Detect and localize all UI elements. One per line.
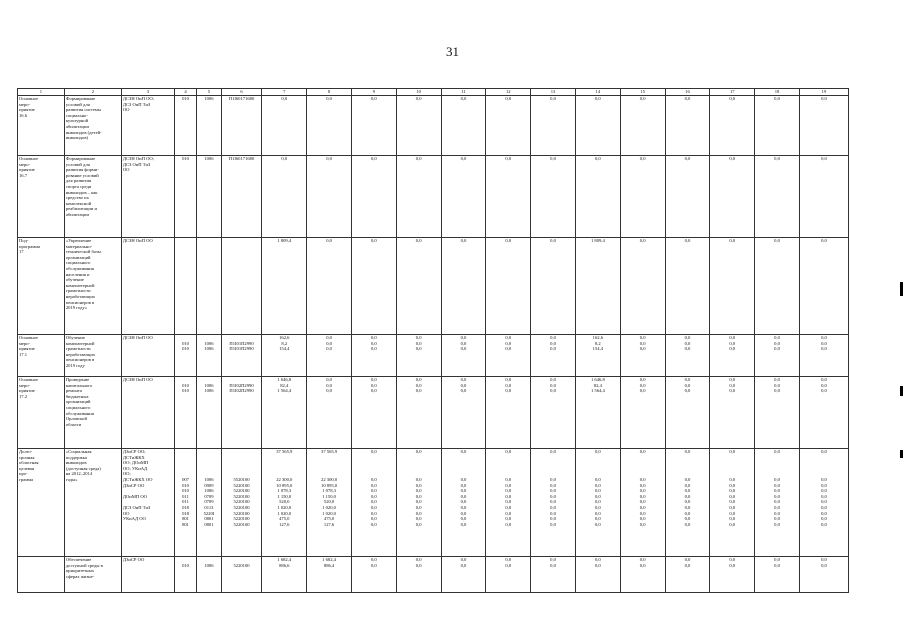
header-cell: 17	[710, 89, 755, 96]
table-cell: 1006	[197, 557, 221, 593]
header-row	[18, 89, 849, 96]
table-cell: 0,0 0,0 0,0 0,0 0,0 0,0 0,0 0,0 0,0 0,0	[620, 449, 665, 557]
header-cell: 4	[174, 89, 196, 96]
table-cell: 0,0	[575, 156, 620, 238]
table-cell: 0,0 0,0	[441, 557, 486, 593]
table-cell: 0,0 0,0 0,0	[799, 377, 848, 449]
table-cell: 0,0 0,0 0,0	[755, 377, 800, 449]
table-cell: 0,0	[755, 156, 800, 238]
table-cell	[197, 238, 221, 335]
table-cell: 010	[174, 557, 196, 593]
table-cell: «Укрепление материально- технической базы организаций социального обслуживания населения и обучение компьютерной грамотности неработающих пенсионеров в 2019 году»	[64, 238, 121, 335]
table-cell: 0,0 0,0 0,0	[396, 335, 441, 377]
table-cell: 0,0	[575, 96, 620, 156]
table-cell: 010	[174, 96, 196, 156]
table-cell: 0,0 0,0	[531, 557, 576, 593]
table-cell: 0,0 0,0 0,0	[665, 335, 710, 377]
header-cell: 15	[620, 89, 665, 96]
table-cell: ДСЗН ОиП ОО	[121, 335, 174, 377]
header-cell: 19	[799, 89, 848, 96]
header-cell: 6	[221, 89, 262, 96]
table-cell: 0,0 0,0 0,0	[620, 335, 665, 377]
header-cell: 3	[121, 89, 174, 96]
table-cell: 1006 1006	[197, 335, 221, 377]
table-cell: 0,0 0,0 0,0	[396, 377, 441, 449]
table-cell: 0,0 0,0 0,0	[486, 335, 531, 377]
header-cell: 5	[197, 89, 221, 96]
table-cell: 0,0	[441, 96, 486, 156]
header-cell: 16	[665, 89, 710, 96]
table-cell: 0,0 0,0 0,0 0,0 0,0 0,0 0,0 0,0 0,0 0,0	[351, 449, 396, 557]
table-cell: 0,0 0,0 0,0	[351, 335, 396, 377]
table-cell: ДЗиСР ОО; ДСТиЖКХ ОО; ДОиМП ОО; УКиАД ОО; ДСТиЖКХ ОО ДЗиСР ОО ДОиМП ОО ДСЗ ОиП ТиЗ ОО УКиАД ОО	[121, 449, 174, 557]
header-cell: 1	[18, 89, 65, 96]
table-cell: Проведение капитального ремонта бюджетных организаций социального обслуживания Орловской области	[64, 377, 121, 449]
table-cell: 0,0	[755, 238, 800, 335]
table-cell: 1 646,8 82,4 1 564,4	[575, 377, 620, 449]
table-row	[18, 377, 849, 449]
table-cell: 1 809,4	[575, 238, 620, 335]
table-row	[18, 238, 849, 335]
table-cell: 0,0	[486, 156, 531, 238]
table-cell: «Социальная поддержка инвалидов (доступная среда) на 2012–2014 годы»	[64, 449, 121, 557]
table-cell: 0,0 0,0	[620, 557, 665, 593]
table-cell: 0,0 0,0 0,0 0,0 0,0 0,0 0,0 0,0 0,0 0,0	[396, 449, 441, 557]
table-cell: Обучение компьютерной грамотности неработающих пенсионеров в 2019 году	[64, 335, 121, 377]
table-cell: 0,0	[307, 156, 352, 238]
table-cell: 0,0 0,0 0,0	[799, 335, 848, 377]
table-cell: 0,0 0,0 0,0	[441, 335, 486, 377]
table-cell: 0,0 0,0 0,0	[307, 335, 352, 377]
table-cell: 0,0	[307, 96, 352, 156]
table-cell: 0,0 0,0 0,0	[665, 377, 710, 449]
table-cell: 0,0 0,0	[396, 557, 441, 593]
table-cell: Основное меро- приятие 16.7	[18, 156, 65, 238]
table-cell: 0,0 0,0	[755, 557, 800, 593]
table-cell: 0,0	[665, 96, 710, 156]
table-cell: 0,0	[665, 238, 710, 335]
budget-table	[17, 88, 849, 593]
table-row	[18, 557, 849, 593]
table-cell: П1І01П2990 П1І01П2990	[221, 335, 262, 377]
table-cell: 37 565,9 22 300,0 10 895,0 1 078,3 1 150,0 520,0 1 020,0 1 020,0 475,0 127,6	[307, 449, 352, 557]
header-cell: 9	[351, 89, 396, 96]
table-cell: ДЗиСР ОО	[121, 557, 174, 593]
table-cell: 5220100	[221, 557, 262, 593]
page-number: 31	[446, 44, 459, 59]
table-cell: 0,0	[799, 156, 848, 238]
table-cell: Под- программа 17	[18, 238, 65, 335]
header-cell: 11	[441, 89, 486, 96]
table-cell: 0,0	[620, 96, 665, 156]
table-cell: 0,0	[262, 156, 307, 238]
table-row	[18, 335, 849, 377]
table-cell: 0,0	[799, 96, 848, 156]
table-cell: Основное меро- приятие 17.1	[18, 335, 65, 377]
table-cell: 0,0 0,0	[575, 557, 620, 593]
table-cell: 0,0	[351, 238, 396, 335]
header-cell: 13	[531, 89, 576, 96]
table-cell: ДСЗН ОиП ОО; ДСЗ ОиП ТиЗ ОО	[121, 96, 174, 156]
table-cell: 0,0 0,0 0,0	[351, 377, 396, 449]
table-cell: 0,0	[710, 96, 755, 156]
table-cell: 162,6 8,2 154,4	[262, 335, 307, 377]
table-cell: 5520100 5220100 5220100 5220100 5220100 5220100 5220100 5220100 5220100	[221, 449, 262, 557]
table-cell: 0,0	[620, 156, 665, 238]
table-cell: 1006 1006	[197, 377, 221, 449]
table-cell: Основное меро- приятие 17.2	[18, 377, 65, 449]
table-cell: 1006	[197, 96, 221, 156]
table-cell: 007 010 010 011 011 018 018 801 801	[174, 449, 196, 557]
table-cell: П1І60171680	[221, 156, 262, 238]
table-cell: Формирование условий для развития системы социально- культурной абилитации инвалидов (детей- инвалидов)	[64, 96, 121, 156]
header-cell: 14	[575, 89, 620, 96]
table-cell: 0,0 0,0 0,0	[531, 377, 576, 449]
table-cell: 1 682,4 886,4	[307, 557, 352, 593]
table-cell: 0,0 0,0 0,0 0,0 0,0 0,0 0,0 0,0 0,0 0,0	[486, 449, 531, 557]
table-cell: 0,0 0,0 0,0 0,0 0,0 0,0 0,0 0,0 0,0 0,0	[665, 449, 710, 557]
table-cell: 0,0 0,0 0,0 0,0 0,0 0,0 0,0 0,0 0,0 0,0	[755, 449, 800, 557]
table-cell: 0,0 0,0 0,0	[531, 335, 576, 377]
scan-edge-mark	[900, 386, 903, 396]
table-cell: 0,0 0,0 0,0	[486, 377, 531, 449]
table-cell: 162,6 8,2 154,4	[575, 335, 620, 377]
table-cell: 0,0	[531, 238, 576, 335]
header-cell: 18	[755, 89, 800, 96]
table-cell: 0,0	[531, 96, 576, 156]
table-cell: 0,0	[710, 156, 755, 238]
table-cell: 1 646,8 82,4 1 564,4	[262, 377, 307, 449]
table-cell: 0,0	[396, 156, 441, 238]
header-cell: 8	[307, 89, 352, 96]
table-cell: ДСЗН ОиП ОО; ДСЗ ОиП ТиЗ ОО	[121, 156, 174, 238]
table-cell: 0,0 0,0 0,0 0,0 0,0 0,0 0,0 0,0 0,0 0,0	[575, 449, 620, 557]
table-cell: П1І02П2990 П1І02П2990	[221, 377, 262, 449]
table-cell: 0,0 0,0 0,0 0,0 0,0 0,0 0,0 0,0 0,0 0,0	[441, 449, 486, 557]
scan-edge-mark	[900, 282, 903, 296]
table-cell: 37 565,9 22 300,0 10 895,0 1 078,3 1 150,0 520,0 1 020,0 1 020,0 475,0 127,6	[262, 449, 307, 557]
table-cell: 0,0 0,0	[799, 557, 848, 593]
table-cell: 0,0 0,0 0,0	[755, 335, 800, 377]
table-cell: 0,0 0,0 0,0	[441, 377, 486, 449]
table-cell: 0,0 0,0	[351, 557, 396, 593]
table-cell: 0,0	[486, 238, 531, 335]
header-cell: 2	[64, 89, 121, 96]
table-cell: 0,0 0,0	[665, 557, 710, 593]
table-cell: 1 809,4	[262, 238, 307, 335]
table-cell: 0,0	[486, 96, 531, 156]
table-cell: 1 682,4 886,6	[262, 557, 307, 593]
table-cell: 0,0	[396, 96, 441, 156]
table-cell: 0,0 0,0 0,0 0,0 0,0 0,0 0,0 0,0 0,0 0,0	[531, 449, 576, 557]
table-cell: 0,0	[710, 238, 755, 335]
table-cell: 0,0	[351, 156, 396, 238]
table-cell: ДСЗН ОиП ОО	[121, 377, 174, 449]
table-cell: 1006 0909 1006 0709 0709 0113 5220I 0801 0801	[197, 449, 221, 557]
table-cell	[18, 557, 65, 593]
table-cell: 0,0	[351, 96, 396, 156]
table-cell: 0,0	[396, 238, 441, 335]
table-cell: 0,0	[665, 156, 710, 238]
table-cell: Основное меро- приятие 16.6	[18, 96, 65, 156]
table-cell: Долго- срочная областная целевая про- грамма	[18, 449, 65, 557]
table-cell: Обеспечение доступной среды в приоритетных сферах жизне-	[64, 557, 121, 593]
table-row	[18, 449, 849, 557]
table-cell: ДСЗН ОиП ОО	[121, 238, 174, 335]
table-cell	[221, 238, 262, 335]
header-cell: 10	[396, 89, 441, 96]
table-cell: 0,0 0,0 0,0 0,0 0,0 0,0 0,0 0,0 0,0 0,0	[799, 449, 848, 557]
scan-edge-mark	[900, 450, 903, 458]
table-cell: 0,0	[262, 96, 307, 156]
table-cell: 1006	[197, 156, 221, 238]
table-cell: Формирование условий для развития форми- рование условий для развития спорта среди инвалидов – как средство их комплексной реабилитации и абилитации	[64, 156, 121, 238]
table-cell: 0,0	[531, 156, 576, 238]
table-cell: 0,0 0,0 0,0	[710, 335, 755, 377]
table-cell: 0,0 0,0	[486, 557, 531, 593]
table-cell: 010 010	[174, 377, 196, 449]
table-row	[18, 156, 849, 238]
table-cell: 0,0	[755, 96, 800, 156]
table-cell: 0,0 0,0 0,0	[307, 377, 352, 449]
table-cell: П1І60171680	[221, 96, 262, 156]
table-cell: 010 010	[174, 335, 196, 377]
table-cell: 0,0	[441, 238, 486, 335]
table-cell: 010	[174, 156, 196, 238]
table-cell: 0,0 0,0 0,0	[620, 377, 665, 449]
table-cell: 0,0	[620, 238, 665, 335]
table-cell	[174, 238, 196, 335]
table-cell: 0,0	[799, 238, 848, 335]
table-row	[18, 96, 849, 156]
table-cell: 0,0 0,0 0,0 0,0 0,0 0,0 0,0 0,0 0,0 0,0	[710, 449, 755, 557]
table-cell: 0,0 0,0 0,0	[710, 377, 755, 449]
header-cell: 12	[486, 89, 531, 96]
table-cell: 0,0 0,0	[710, 557, 755, 593]
header-cell: 7	[262, 89, 307, 96]
table-cell: 0,0	[441, 156, 486, 238]
table-cell: 0,0	[307, 238, 352, 335]
